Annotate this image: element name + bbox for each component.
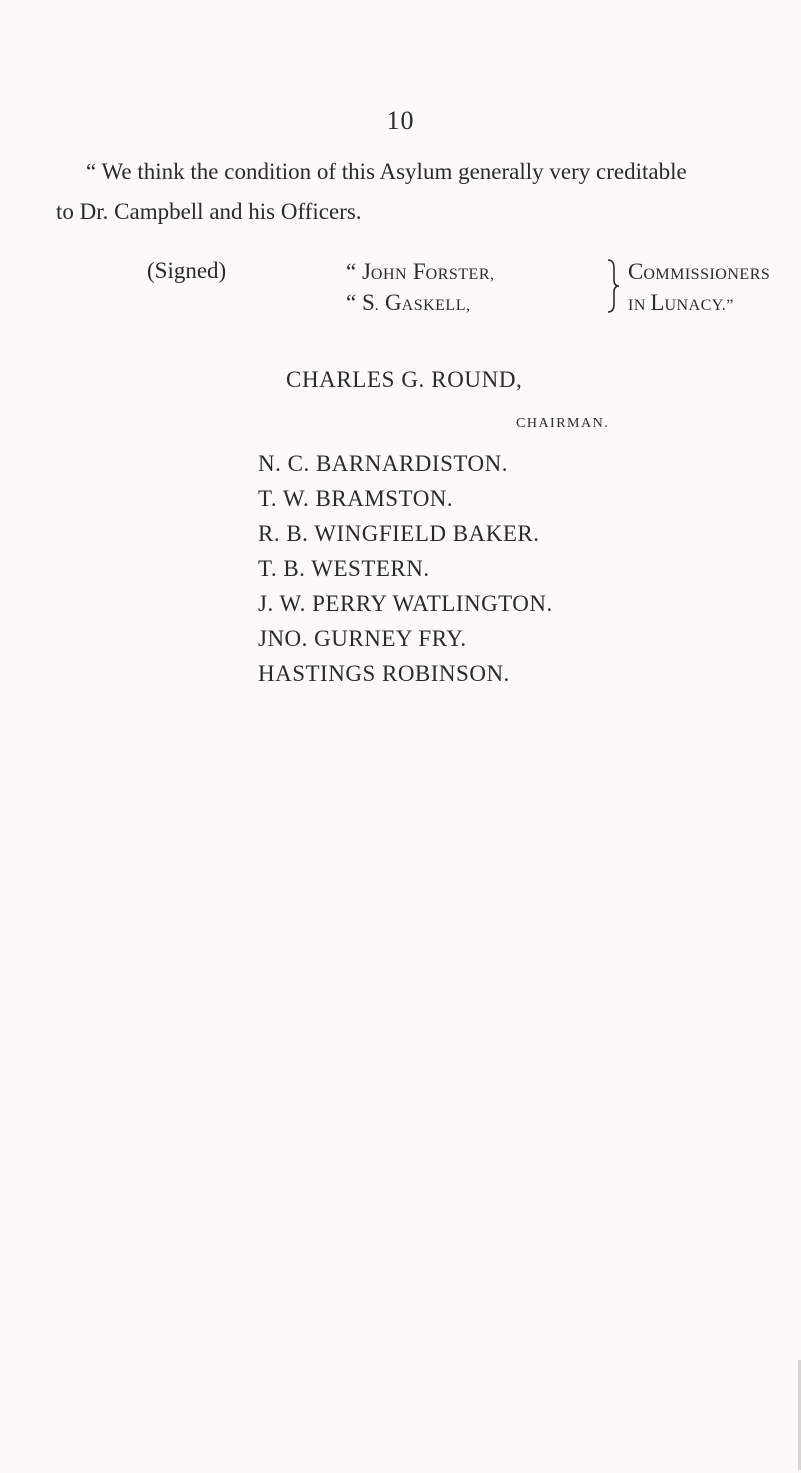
role-rest: OMMISSIONERS	[643, 266, 771, 283]
member-name: T. B. WESTERN.	[258, 556, 430, 581]
curly-brace	[606, 258, 620, 314]
first-initial: J	[361, 259, 371, 284]
member-name: JNO. GURNEY FRY.	[258, 626, 467, 651]
member-list	[258, 446, 553, 691]
body-paragraph	[56, 152, 786, 232]
commissioners-line	[628, 258, 770, 289]
last-rest: ORSTER,	[425, 266, 495, 283]
first-rest: OHN	[370, 266, 408, 283]
chairman-name: CHARLES G. ROUND,	[286, 367, 523, 392]
open-quote: “	[346, 290, 362, 315]
role-rest: UNACY.”	[664, 297, 734, 314]
role-initial: L	[650, 290, 665, 315]
paragraph-line-1: “ We think the condition of this Asylum generally very creditable	[86, 159, 687, 184]
first-initial: S	[361, 290, 375, 315]
page-number: 10	[386, 106, 415, 135]
signatory-forster	[346, 258, 494, 289]
chairman-title: CHAIRMAN.	[516, 416, 610, 431]
role-prefix: IN	[628, 297, 651, 314]
member-name: HASTINGS ROBINSON.	[258, 661, 510, 686]
member-name: J. W. PERRY WATLINGTON.	[258, 591, 553, 616]
open-quote: “	[346, 259, 362, 284]
last-rest: ASKELL,	[401, 297, 471, 314]
lunacy-line	[628, 289, 770, 320]
member-name: N. C. BARNARDISTON.	[258, 451, 508, 476]
first-rest: .	[374, 297, 380, 314]
last-initial: G	[385, 290, 402, 315]
paragraph-line-2: to Dr. Campbell and his Officers.	[56, 199, 362, 224]
role-initial: C	[628, 259, 644, 284]
signatory-names	[346, 258, 494, 320]
last-initial: F	[412, 259, 426, 284]
member-name: R. B. WINGFIELD BAKER.	[258, 521, 540, 546]
signed-label: (Signed)	[147, 258, 227, 283]
member-name: T. W. BRAMSTON.	[258, 486, 454, 511]
commissioners-title	[628, 258, 770, 320]
signatory-gaskell	[346, 289, 494, 320]
